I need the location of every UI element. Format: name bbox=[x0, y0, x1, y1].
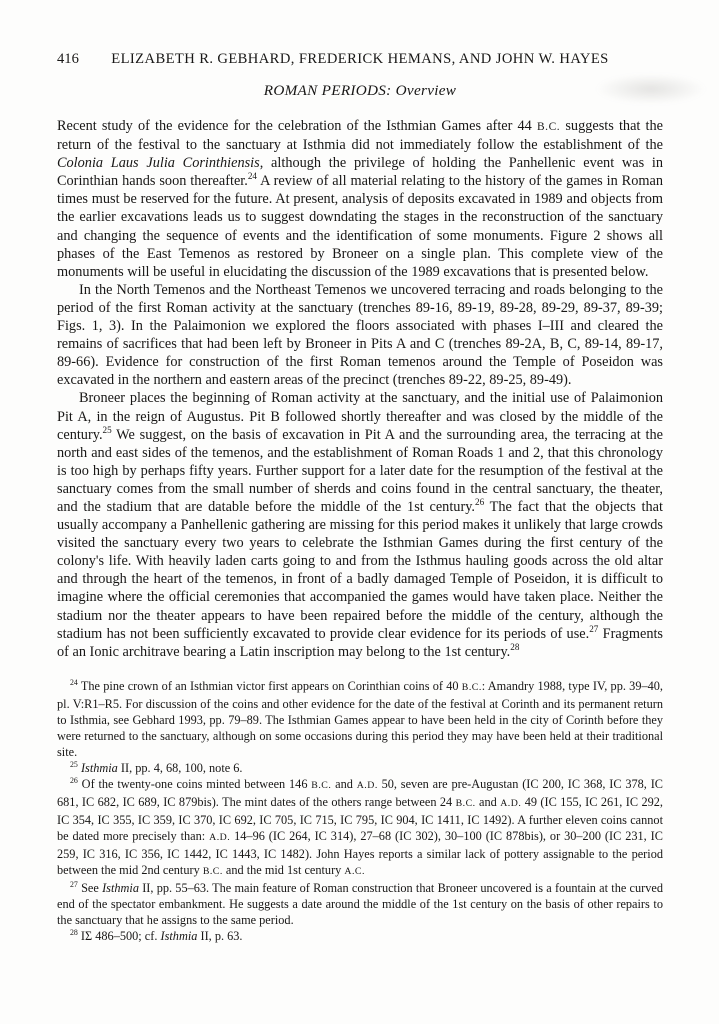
footnote-marker: 27 bbox=[589, 623, 599, 634]
text-segment: Broneer places the beginning of Roman activity at the sanctuary, and the initial use of Palaimonion Pit A, in the reign of Augustus. Pit B followed shortly thereafter and was closed by the middle of the century. bbox=[57, 390, 663, 443]
footnote-marker: 25 bbox=[102, 424, 112, 435]
text-segment: A.D. bbox=[356, 779, 378, 791]
footnote-marker: 28 bbox=[70, 927, 78, 937]
footnotes bbox=[57, 678, 663, 944]
text-segment: Colonia Laus Julia Corinthiensis bbox=[57, 155, 260, 172]
text-segment: We suggest, on the basis of excavation in Pit A and the surrounding area, the terracing at the north and east sides of the temenos, and the establishment of Roman Roads 1 and 2, that this chronology is too high by perhaps fifty years. Further support for a later date for the resumption of the festival at the sanctuary comes from the small number of sherds and coins found in the central sanctuary, the theater, and the stadium that are datable before the middle of the 1st century. bbox=[57, 426, 663, 515]
text-segment: II, pp. 55–63. The main feature of Roman construction that Broneer uncovered is a fountain at the curved end of the spectator embankment. He suggests a date around the middle of the 1st century on the basis of other repairs to the sanctuary that he assigns to the same period. bbox=[57, 880, 663, 927]
footnote-marker: 24 bbox=[247, 171, 257, 182]
body-text bbox=[57, 117, 663, 661]
text-segment: B.C. bbox=[311, 779, 332, 791]
text-segment: 14–96 (IC 264, IC 314), 27–68 (IC 302), 30–100 (IC 878bis), or 30–200 (IC 231, IC 259, IC 316, IC 356, IC 1442, IC 1443, IC 1482). John Hayes reports a similar lack of pottery assignable to the period between the mid 2nd century bbox=[57, 828, 663, 877]
text-segment: , although the privilege of holding the Panhellenic event was in Corinthian hands soon thereafter. bbox=[57, 155, 663, 190]
text-segment: Of the twenty-one coins minted between 146 bbox=[77, 776, 312, 791]
text-segment: Fragments of an Ionic architrave bearing a Latin inscription may belong to the 1st century. bbox=[57, 625, 664, 660]
text-segment: II, p. 63. bbox=[197, 928, 243, 943]
text-segment: 50, seven are pre-Augustan (IC 200, IC 368, IC 378, IC 681, IC 682, IC 689, IC 879bis). The mint dates of the others range between 24 bbox=[57, 776, 663, 809]
footnote bbox=[57, 678, 663, 760]
footnote bbox=[57, 880, 663, 928]
text-segment: II, pp. 4, 68, 100, note 6. bbox=[117, 760, 243, 775]
running-head: ELIZABETH R. GEBHARD, FREDERICK HEMANS, AND JOHN W. HAYES bbox=[111, 51, 609, 67]
footnote-marker: 27 bbox=[70, 879, 78, 889]
body-paragraph bbox=[57, 281, 663, 390]
text-segment: Recent study of the evidence for the celebration of the Isthmian Games after 44 bbox=[57, 118, 537, 134]
footnote bbox=[57, 928, 663, 944]
text-segment: IΣ 486–500; cf. bbox=[77, 928, 161, 943]
text-segment: A.D. bbox=[209, 831, 231, 843]
text-segment: Isthmia bbox=[80, 760, 118, 775]
page-content bbox=[57, 51, 663, 944]
text-segment: Isthmia bbox=[160, 928, 198, 943]
text-segment: B.C. bbox=[202, 865, 223, 877]
text-segment: A.C. bbox=[344, 865, 365, 877]
text-segment: B.C. bbox=[455, 797, 476, 809]
text-segment: The fact that the objects that usually accompany a Panhellenic gathering are missing for this period makes it unlikely that large crowds visited the sanctuary every two years to celebrate the Isthmian Games during the first century of the colony's life. With heavily laden carts going to and from the Isthmus hauling goods across the old altar and through the heart of the temenos, in front of a badly damaged Temple of Poseidon, it is difficult to imagine where the official ceremonies that accompanied the games would have taken place. Neither the stadium nor the theater appears to have been repaired before the middle of the century, although the stadium has not been sufficiently excavated to provide clear evidence for its periods of use. bbox=[57, 498, 663, 642]
footnote bbox=[57, 776, 663, 880]
footnote-marker: 24 bbox=[70, 677, 78, 687]
body-paragraph bbox=[57, 389, 663, 660]
section-title: ROMAN PERIODS: Overview bbox=[263, 82, 457, 99]
text-segment: Isthmia bbox=[102, 880, 139, 895]
text-segment: and the mid 1st century bbox=[222, 862, 345, 877]
text-segment: See bbox=[77, 880, 103, 895]
text-segment: B.C. bbox=[536, 121, 561, 133]
footnote-marker: 25 bbox=[70, 759, 78, 769]
text-segment: suggests that the return of the festival to the sanctuary at Isthmia did not immediately follow the establishment of the bbox=[57, 118, 663, 154]
text-segment: and bbox=[331, 776, 357, 791]
footnote-marker: 28 bbox=[510, 641, 520, 652]
page-number: 416 bbox=[57, 51, 79, 67]
text-segment: A review of all material relating to the history of the games in Roman times must be reserved for the future. At present, analysis of deposits excavated in 1989 and objects from the earlier excavations leads us to suggest downdating the stages in the reconstruction of the sanctuary and changing the sequence of events and the identification of some monuments. Figure 2 shows all phases of the East Temenos as restored by Broneer on a single plan. This complete view of the monuments will be useful in elucidating the discussion of the 1989 excavations that is presented below. bbox=[57, 173, 663, 280]
footnote-marker: 26 bbox=[475, 497, 485, 508]
footnote bbox=[57, 760, 663, 776]
text-segment: B.C. bbox=[461, 681, 482, 693]
body-paragraph bbox=[57, 117, 663, 281]
text-segment: and bbox=[475, 794, 501, 809]
text-segment: 49 (IC 155, IC 261, IC 292, IC 354, IC 355, IC 359, IC 370, IC 692, IC 705, IC 715, IC 795, IC 904, IC 1411, IC 1492). A further eleven coins cannot be dated more precisely than: bbox=[57, 794, 664, 843]
page-header bbox=[57, 51, 663, 68]
footnote-marker: 26 bbox=[70, 775, 78, 785]
text-segment: A.D. bbox=[500, 797, 522, 809]
text-segment: In the North Temenos and the Northeast Temenos we uncovered terracing and roads belonging to the period of the first Roman activity at the sanctuary (trenches 89-16, 89-19, 89-28, 89-29, 89-37, 89-39; Figs. 1, 3). In the Palaimonion we explored the floors associated with phases I–III and cleared the remains of sacrifices that had been left by Broneer in Pits A and C (trenches 89-2A, B, C, 89-14, 89-17, 89-66). Evidence for construction of the first Roman temenos around the Temple of Poseidon was excavated in the northern and eastern areas of the precinct (trenches 89-22, 89-25, 89-49). bbox=[57, 281, 663, 389]
text-segment: The pine crown of an Isthmian victor first appears on Corinthian coins of 40 bbox=[77, 678, 462, 693]
text-segment: : Amandry 1988, type IV, pp. 39–40, pl. V:R1–R5. For discussion of the coins and other evidence for the date of the festival at Corinth and its permanent return to Isthmia, see Gebhard 1993, pp. 79–89. The Isthmian Games appear to have been held in the city of Corinth before they were returned to the sanctuary, although on some occasions during this period they may have been held at their traditional site. bbox=[57, 678, 663, 759]
